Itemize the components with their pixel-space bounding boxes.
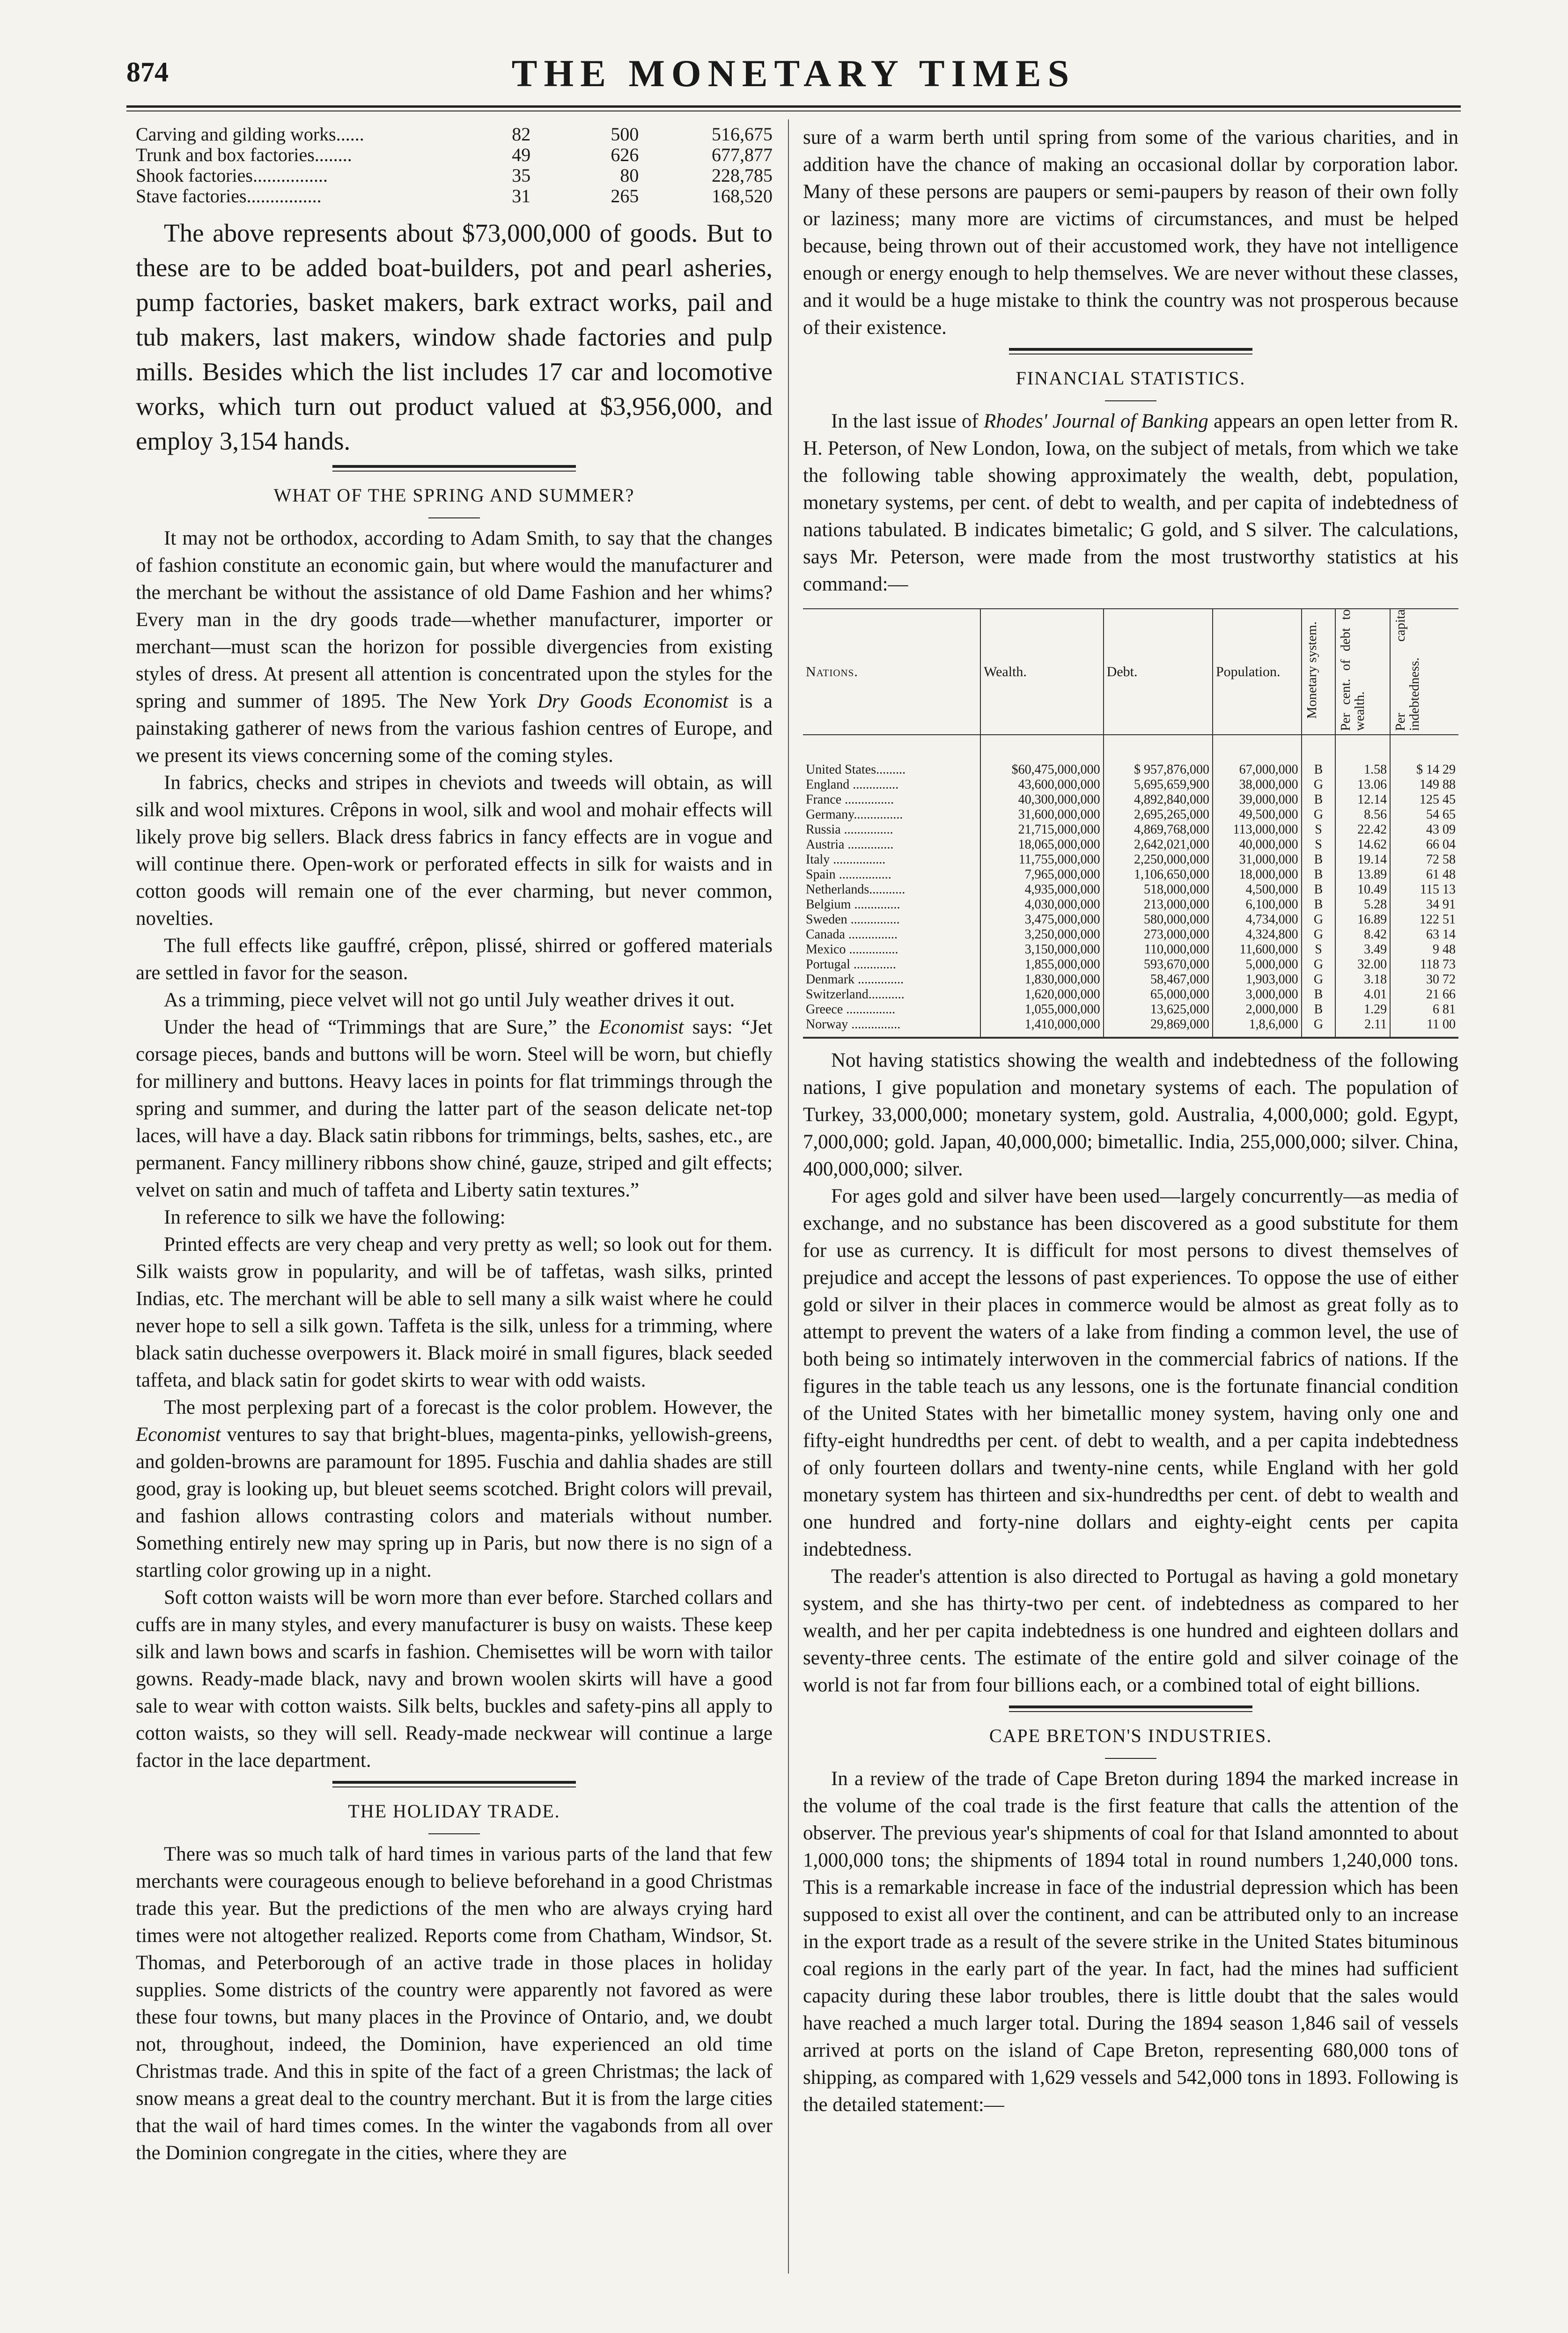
industry-name: Carving and gilding works...... xyxy=(136,124,364,145)
percent-cell: 1.29 xyxy=(1335,1002,1390,1017)
debt-cell: 273,000,000 xyxy=(1104,927,1213,942)
table-row xyxy=(803,837,1458,852)
percapita-cell: 63 14 xyxy=(1390,927,1458,942)
percent-cell: 32.00 xyxy=(1335,957,1390,972)
right-column xyxy=(803,124,1458,2119)
percapita-cell: 30 72 xyxy=(1390,972,1458,987)
wealth-cell: 3,150,000,000 xyxy=(980,942,1104,957)
population-cell: 113,000,000 xyxy=(1213,822,1302,837)
nation-cell: Mexico ............... xyxy=(806,942,898,957)
nation-cell: Belgium .............. xyxy=(806,897,900,912)
nation-cell: Spain ................ xyxy=(806,867,891,882)
system-cell: B xyxy=(1302,897,1336,912)
system-cell: B xyxy=(1302,882,1336,897)
debt-cell: 13,625,000 xyxy=(1104,1002,1213,1017)
population-cell: 1,8,6,000 xyxy=(1213,1017,1302,1037)
spring-paragraph-6: In reference to silk we have the following: xyxy=(164,1206,506,1228)
industry-row xyxy=(136,124,773,145)
section-rule xyxy=(332,465,576,468)
percapita-cell: 72 58 xyxy=(1390,852,1458,867)
spring-paragraph-5: Under the head of “Trimmings that are Sure,” the Economist says: “Jet corsage pieces, bands and buttons will be worn. Steel will be worn, but chiefly for millinery and buttons. Heavy laces in points for flat trimmings through the spring and summer, and during the latter part of the season delicate net-top laces, will have a day. Black satin ribbons for trimmings, belts, sashes, etc., are permanent. Fancy millinery ribbons show chiné, gauze, striped and gilt effects; velvet on satin and much of taffeta and Liberty satin textures.” xyxy=(136,1016,773,1201)
table-row xyxy=(803,1002,1458,1017)
section-rule xyxy=(332,1781,576,1784)
wealth-cell: 21,715,000,000 xyxy=(980,822,1104,837)
system-cell: G xyxy=(1302,972,1336,987)
industry-table xyxy=(136,124,773,207)
table-row xyxy=(803,957,1458,972)
table-row xyxy=(803,792,1458,807)
percapita-cell: 21 66 xyxy=(1390,987,1458,1002)
spring-paragraph-9: Soft cotton waists will be worn more than ever before. Starched collars and cuffs are in many styles, and every manufacturer is busy on waists. These keep silk and lawn bows and scarfs in fashion. Chemisettes will be worn with tailor gowns. Ready-made black, navy and brown woolen skirts will have a good sale to wear with cotton waists. Silk belts, buckles and safety-pins all apply to cotton waists, so they will sell. Ready-made neckwear will continue a large factor in the lace department. xyxy=(136,1587,773,1772)
wealth-cell: 3,475,000,000 xyxy=(980,912,1104,927)
industry-hands: 500 xyxy=(611,124,639,145)
debt-cell: 2,250,000,000 xyxy=(1104,852,1213,867)
industry-hands: 265 xyxy=(611,185,639,207)
percapita-cell: 34 91 xyxy=(1390,897,1458,912)
population-cell: 38,000,000 xyxy=(1213,777,1302,792)
percapita-cell: 66 04 xyxy=(1390,837,1458,852)
industry-count: 35 xyxy=(512,165,531,186)
population-cell: 2,000,000 xyxy=(1213,1002,1302,1017)
wealth-cell: 31,600,000,000 xyxy=(980,807,1104,822)
system-cell: B xyxy=(1302,852,1336,867)
table-row xyxy=(803,852,1458,867)
table-row xyxy=(803,1017,1458,1037)
spring-paragraph-2: In fabrics, checks and stripes in cheviots and tweeds will obtain, as will silk and wool mixtures. Crêpons in wool, silk and wool and mohair effects will likely prove big sellers. Black dress fabrics in fancy effects are in vogue and will continue there. Open-work or perforated effects in silk for waists and in cotton goods will remain one of the ever charming, but never common, novelties. xyxy=(136,772,773,930)
table-row xyxy=(803,987,1458,1002)
header-rule xyxy=(126,105,1461,108)
page-number: 874 xyxy=(126,57,169,88)
system-cell: G xyxy=(1302,912,1336,927)
debt-cell: 5,695,659,900 xyxy=(1104,777,1213,792)
debt-cell: 58,467,000 xyxy=(1104,972,1213,987)
system-cell: S xyxy=(1302,942,1336,957)
system-cell: B xyxy=(1302,1002,1336,1017)
nation-cell: Greece ............... xyxy=(806,1002,896,1017)
nation-cell: Switzerland........... xyxy=(806,987,905,1002)
wealth-cell: 1,055,000,000 xyxy=(980,1002,1104,1017)
industry-row xyxy=(136,165,773,186)
nation-cell: Italy ................ xyxy=(806,852,886,867)
percapita-cell: 118 73 xyxy=(1390,957,1458,972)
heading-short-rule xyxy=(428,517,480,518)
percent-cell: 5.28 xyxy=(1335,897,1390,912)
nation-cell: Norway ............... xyxy=(806,1017,901,1032)
population-cell: 4,734,000 xyxy=(1213,912,1302,927)
nation-cell: Canada ............... xyxy=(806,927,898,942)
table-row xyxy=(803,867,1458,882)
debt-cell: 4,869,768,000 xyxy=(1104,822,1213,837)
debt-cell: 2,695,265,000 xyxy=(1104,807,1213,822)
table-row xyxy=(803,807,1458,822)
percent-cell: 16.89 xyxy=(1335,912,1390,927)
population-cell: 1,903,000 xyxy=(1213,972,1302,987)
page-header xyxy=(126,52,1461,108)
debt-cell: 4,892,840,000 xyxy=(1104,792,1213,807)
industry-count: 31 xyxy=(512,185,531,207)
col-header-monetary: Monetary system. xyxy=(1302,609,1336,735)
debt-cell: 2,642,021,000 xyxy=(1104,837,1213,852)
system-cell: S xyxy=(1302,822,1336,837)
percapita-cell: $ 14 29 xyxy=(1390,735,1458,777)
system-cell: G xyxy=(1302,957,1336,972)
table-row xyxy=(803,897,1458,912)
debt-cell: $ 957,876,000 xyxy=(1104,735,1213,777)
spring-paragraph-3: The full effects like gauffré, crêpon, plissé, shirred or goffered materials are settled in favor for the season. xyxy=(136,935,773,984)
industry-value: 677,877 xyxy=(712,144,773,165)
table-row xyxy=(803,735,1458,777)
population-cell: 5,000,000 xyxy=(1213,957,1302,972)
spring-paragraph-4: As a trimming, piece velvet will not go until July weather drives it out. xyxy=(164,989,735,1011)
system-cell: G xyxy=(1302,1017,1336,1037)
nation-cell: Russia ............... xyxy=(806,822,893,837)
nation-cell: Denmark .............. xyxy=(806,972,904,987)
population-cell: 31,000,000 xyxy=(1213,852,1302,867)
financial-intro: In the last issue of Rhodes' Journal of Banking appears an open letter from R. H. Peterson, of New London, Iowa, on the subject of metals, from which we take the following table showing approximately the wealth, debt, population, monetary systems, per cent. of debt to wealth, and per capita of indebtedness of nations tabulated. B indicates bimetalic; G gold, and S silver. The calculations, says Mr. Peterson, were made from the most trustworthy statistics at his command:— xyxy=(803,410,1458,595)
intro-paragraph: The above represents about $73,000,000 of goods. But to these are to be added boat-builders, pot and pearl asheries, pump factories, basket makers, bark extract works, pail and tub makers, last makers, window shade factories and pulp mills. Besides which the list includes 17 car and locomotive works, which turn out product valued at $3,956,000, and employ 3,154 hands. xyxy=(136,219,773,455)
population-cell: 4,500,000 xyxy=(1213,882,1302,897)
section-rule xyxy=(1009,348,1252,351)
col-header-percent: Per cent. of debt to wealth. xyxy=(1335,609,1390,735)
percapita-cell: 6 81 xyxy=(1390,1002,1458,1017)
population-cell: 6,100,000 xyxy=(1213,897,1302,912)
nation-cell: Germany............... xyxy=(806,807,903,822)
debt-cell: 518,000,000 xyxy=(1104,882,1213,897)
table-row xyxy=(803,912,1458,927)
percent-cell: 10.49 xyxy=(1335,882,1390,897)
percapita-cell: 61 48 xyxy=(1390,867,1458,882)
table-row xyxy=(803,927,1458,942)
table-row xyxy=(803,822,1458,837)
nation-cell: Netherlands........... xyxy=(806,882,905,897)
wealth-cell: 40,300,000,000 xyxy=(980,792,1104,807)
heading-short-rule xyxy=(1105,400,1156,401)
spring-paragraph-8: The most perplexing part of a forecast is the color problem. However, the Economist ventures to say that bright-blues, magenta-pinks, yellowish-greens, and golden-browns are paramount for 1895. Fuschia and dahlia shades are still good, gray is looking up, but bleuet seems scotched. Bright colors will prevail, and fashion allows contrasting colors and materials without number. Something entirely new may spring up in Paris, but now there is no sign of a startling color growing up in a night. xyxy=(136,1396,773,1581)
wealth-cell: 43,600,000,000 xyxy=(980,777,1104,792)
cape-paragraph-1: In a review of the trade of Cape Breton during 1894 the marked increase in the volume of the coal trade is the first feature that calls the attention of the observer. The previous year's shipments of coal for that Island amonnted to about 1,000,000 tons; the shipments of 1894 total in round numbers 1,240,000 tons. This is a remarkable increase in face of the industrial depression which has been supposed to exist all over the continent, and can be attributed only to an increase in the export trade as a result of the severe strike in the United States bituminous coal regions in the early part of the year. In fact, had the mines had sufficient capacity during these labor troubles, there is little doubt that the sales would have reached a much larger total. During the 1894 season 1,846 sail of vessels arrived at ports on the island of Cape Breton, representing 680,000 tons of shipping, as compared with 1,629 vessels and 542,000 tons in 1893. Following is the detailed statement:— xyxy=(803,1768,1458,2116)
heading-short-rule xyxy=(1105,1758,1156,1759)
wealth-cell: 4,935,000,000 xyxy=(980,882,1104,897)
percent-cell: 22.42 xyxy=(1335,822,1390,837)
percapita-cell: 54 65 xyxy=(1390,807,1458,822)
population-cell: 3,000,000 xyxy=(1213,987,1302,1002)
wealth-cell: 1,620,000,000 xyxy=(980,987,1104,1002)
debt-cell: 580,000,000 xyxy=(1104,912,1213,927)
nation-cell: United States......... xyxy=(806,762,906,777)
financial-paragraph-4: The reader's attention is also directed to Portugal as having a gold monetary system, and she has thirty-two per cent. of indebtedness as compared to her wealth, and her per capita indebtedness is one hundred and eighteen dollars and seventy-three cents. The estimate of the entire gold and silver coinage of the world is not far from four billions each, or a combined total of eight billions. xyxy=(803,1565,1458,1696)
population-cell: 40,000,000 xyxy=(1213,837,1302,852)
percent-cell: 1.58 xyxy=(1335,735,1390,777)
table-row xyxy=(803,942,1458,957)
financial-heading: FINANCIAL STATISTICS. xyxy=(1016,368,1246,389)
system-cell: G xyxy=(1302,807,1336,822)
left-column xyxy=(136,124,773,2167)
nation-cell: Austria .............. xyxy=(806,837,894,852)
nation-cell: Portugal ............. xyxy=(806,957,896,972)
industry-count: 49 xyxy=(512,144,531,165)
col-header-debt: Debt. xyxy=(1104,609,1213,735)
wealth-cell: 1,410,000,000 xyxy=(980,1017,1104,1037)
system-cell: B xyxy=(1302,867,1336,882)
percent-cell: 3.49 xyxy=(1335,942,1390,957)
population-cell: 49,500,000 xyxy=(1213,807,1302,822)
holiday-heading: THE HOLIDAY TRADE. xyxy=(348,1801,560,1822)
industry-count: 82 xyxy=(512,124,531,145)
system-cell: S xyxy=(1302,837,1336,852)
percapita-cell: 9 48 xyxy=(1390,942,1458,957)
population-cell: 4,324,800 xyxy=(1213,927,1302,942)
column-divider xyxy=(788,119,789,2274)
financial-paragraph-2: Not having statistics showing the wealth and indebtedness of the following nations, I give population and monetary systems of each. The population of Turkey, 33,000,000; monetary system, gold. Australia, 4,000,000; gold. Egypt, 7,000,000; gold. Japan, 40,000,000; bimetallic. India, 255,000,000; silver. China, 400,000,000; silver. xyxy=(803,1049,1458,1180)
spring-paragraph-1: It may not be orthodox, according to Adam Smith, to say that the changes of fashion constitute an economic gain, but where would the manufacturer and the merchant be without the assistance of old Dame Fashion and her whims? Every man in the dry goods trade—whether manufacturer, importer or merchant—must scan the horizon for possible divergencies from existing styles of dress. At present all attention is concentrated upon the styles for the spring and summer of 1895. The New York Dry Goods Economist is a painstaking gatherer of news from the various fashion centres of Europe, and we present its views concerning some of the coming styles. xyxy=(136,527,773,767)
wealth-cell: $60,475,000,000 xyxy=(980,735,1104,777)
debt-cell: 110,000,000 xyxy=(1104,942,1213,957)
industry-value: 516,675 xyxy=(712,124,773,145)
table-row xyxy=(803,972,1458,987)
population-cell: 39,000,000 xyxy=(1213,792,1302,807)
system-cell: G xyxy=(1302,927,1336,942)
percent-cell: 8.42 xyxy=(1335,927,1390,942)
population-cell: 67,000,000 xyxy=(1213,735,1302,777)
industry-name: Shook factories................ xyxy=(136,165,328,186)
section-rule-thin xyxy=(332,471,576,472)
population-cell: 11,600,000 xyxy=(1213,942,1302,957)
industry-value: 168,520 xyxy=(712,185,773,207)
debt-cell: 593,670,000 xyxy=(1104,957,1213,972)
col-header-nations: Nations. xyxy=(803,609,980,735)
percapita-cell: 115 13 xyxy=(1390,882,1458,897)
heading-short-rule xyxy=(428,1833,480,1834)
percapita-cell: 125 45 xyxy=(1390,792,1458,807)
system-cell: B xyxy=(1302,987,1336,1002)
wealth-cell: 1,855,000,000 xyxy=(980,957,1104,972)
percapita-cell: 43 09 xyxy=(1390,822,1458,837)
wealth-cell: 7,965,000,000 xyxy=(980,867,1104,882)
financial-table xyxy=(803,609,1458,1037)
nation-cell: France ............... xyxy=(806,792,894,807)
wealth-cell: 18,065,000,000 xyxy=(980,837,1104,852)
industry-value: 228,785 xyxy=(712,165,773,186)
col-header-percapita: Per capita indebtedness. xyxy=(1390,609,1458,735)
industry-name: Trunk and box factories........ xyxy=(136,144,352,165)
system-cell: G xyxy=(1302,777,1336,792)
percapita-cell: 149 88 xyxy=(1390,777,1458,792)
col-header-wealth: Wealth. xyxy=(980,609,1104,735)
system-cell: B xyxy=(1302,735,1336,777)
wealth-cell: 11,755,000,000 xyxy=(980,852,1104,867)
industry-row xyxy=(136,145,773,165)
percent-cell: 13.89 xyxy=(1335,867,1390,882)
cape-heading: CAPE BRETON'S INDUSTRIES. xyxy=(989,1725,1273,1746)
debt-cell: 213,000,000 xyxy=(1104,897,1213,912)
masthead: THE MONETARY TIMES xyxy=(511,52,1076,95)
wealth-cell: 3,250,000,000 xyxy=(980,927,1104,942)
table-row xyxy=(803,882,1458,897)
nation-cell: England .............. xyxy=(806,777,899,792)
spring-heading: WHAT OF THE SPRING AND SUMMER? xyxy=(273,485,635,506)
industry-name: Stave factories................ xyxy=(136,185,322,207)
wealth-cell: 4,030,000,000 xyxy=(980,897,1104,912)
percent-cell: 2.11 xyxy=(1335,1017,1390,1037)
continued-paragraph: sure of a warm berth until spring from some of the various charities, and in addition have the chance of making an occasional dollar by corporation labor. Many of these persons are paupers or semi-paupers by reason of their own folly or laziness; many more are victims of circumstances, and must be helped because, being thrown out of their accustomed work, they have not intelligence enough or energy enough to help themselves. We are never without these classes, and it would be a huge mistake to think the country was not prosperous because of their existence. xyxy=(803,126,1458,339)
industry-row xyxy=(136,186,773,207)
percent-cell: 8.56 xyxy=(1335,807,1390,822)
debt-cell: 65,000,000 xyxy=(1104,987,1213,1002)
financial-table-frame xyxy=(803,608,1458,1039)
percent-cell: 19.14 xyxy=(1335,852,1390,867)
percent-cell: 12.14 xyxy=(1335,792,1390,807)
percapita-cell: 11 00 xyxy=(1390,1017,1458,1037)
nation-cell: Sweden ............... xyxy=(806,912,900,927)
holiday-paragraph-1: There was so much talk of hard times in various parts of the land that few merchants were courageous enough to believe beforehand in a good Christmas trade this year. But the predictions of the men who are always crying hard times were not altogether realized. Reports come from Chatham, Windsor, St. Thomas, and Peterborough of an active trade in those places in holiday supplies. Some districts of the country were apparently not favored as were these four towns, but many places in the Province of Ontario, and, we doubt not, throughout, indeed, the Dominion, have experienced an old time Christmas trade. And this in spite of the fact of a green Christmas; the lack of snow means a great deal to the country merchant. But it is from the large cities that the wail of hard times comes. In the winter the vagabonds from all over the Dominion congregate in the cities, where they are xyxy=(136,1843,773,2164)
debt-cell: 29,869,000 xyxy=(1104,1017,1213,1037)
percent-cell: 4.01 xyxy=(1335,987,1390,1002)
section-rule xyxy=(1009,1705,1252,1708)
debt-cell: 1,106,650,000 xyxy=(1104,867,1213,882)
col-header-population: Population. xyxy=(1213,609,1302,735)
wealth-cell: 1,830,000,000 xyxy=(980,972,1104,987)
industry-hands: 80 xyxy=(620,165,639,186)
percent-cell: 14.62 xyxy=(1335,837,1390,852)
population-cell: 18,000,000 xyxy=(1213,867,1302,882)
spring-paragraph-7: Printed effects are very cheap and very pretty as well; so look out for them. Silk waists grow in popularity, and will be of taffetas, wash silks, printed Indias, etc. The merchant will be able to sell many a silk waist where he could never hope to sell a silk gown. Taffeta is the silk, unless for a trimming, where black satin duchesse overpowers it. Black moiré in small figures, black seeded taffeta, and black satin for godet skirts to wear with odd waists. xyxy=(136,1233,773,1391)
system-cell: B xyxy=(1302,792,1336,807)
table-row xyxy=(803,777,1458,792)
percapita-cell: 122 51 xyxy=(1390,912,1458,927)
financial-paragraph-3: For ages gold and silver have been used—largely concurrently—as media of exchange, and no substance has been discovered as a good substitute for them for use as currency. It is difficult for most persons to divest themselves of prejudice and accept the lessons of past experiences. To oppose the use of either gold or silver in their places in commerce would be almost as great folly as to attempt to prevent the waters of a lake from finding a common level, the use of both being so intimately interwoven in the commercial fabrics of nations. If the figures in the table teach us any lessons, one is the fortunate financial condition of the United States with her bimetallic money system, having only one and fifty-eight hundredths per cent. of debt to wealth, and a per capita indebtedness of only fourteen dollars and twenty-nine cents, while England with her gold monetary system has thirteen and six-hundredths per cent. of debt to wealth and one hundred and forty-nine dollars and eighty-eight cents per capita indebtedness. xyxy=(803,1185,1458,1560)
percent-cell: 13.06 xyxy=(1335,777,1390,792)
section-rule-thin xyxy=(1009,1711,1252,1712)
industry-hands: 626 xyxy=(611,144,639,165)
percent-cell: 3.18 xyxy=(1335,972,1390,987)
